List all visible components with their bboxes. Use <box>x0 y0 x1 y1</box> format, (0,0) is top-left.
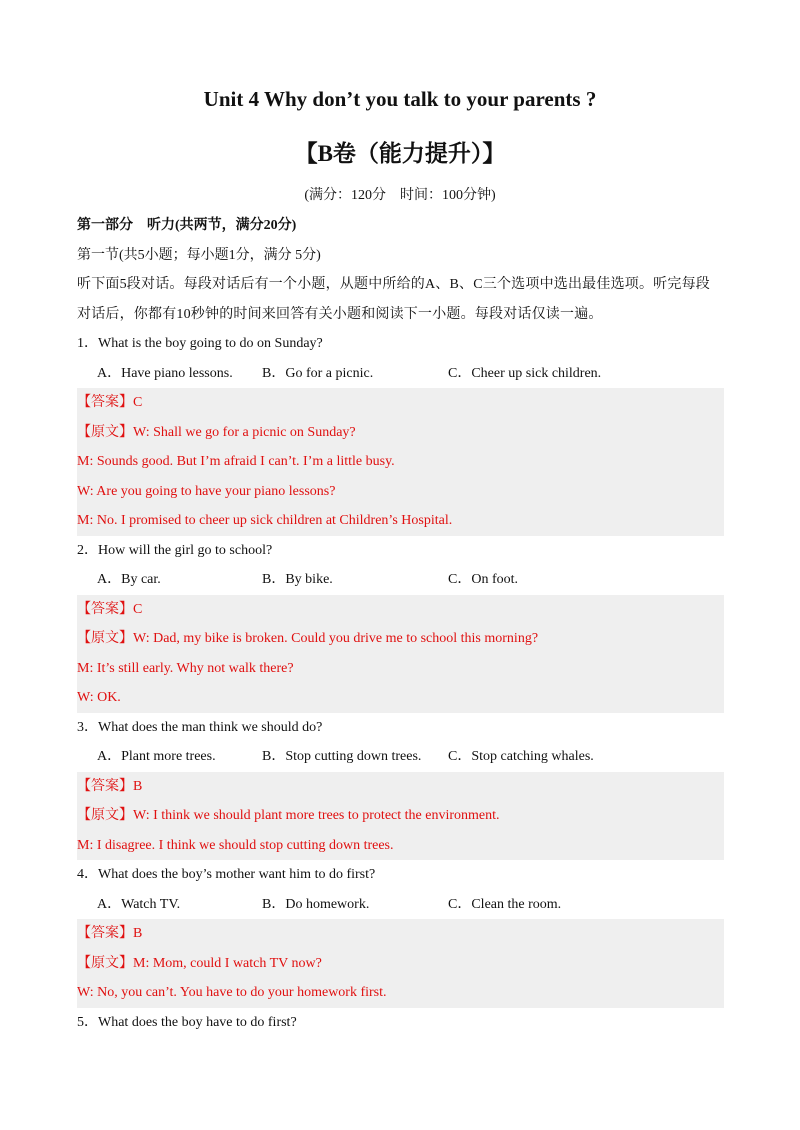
page-subtitle: 【B卷（能力提升）】 <box>294 141 506 166</box>
script-line: M: Sounds good. But I’m afraid I can’t. I’m a little busy. <box>77 454 395 469</box>
options <box>77 359 724 389</box>
option-c: C．On foot. <box>448 572 518 587</box>
question-2 <box>77 536 724 713</box>
script-line: W: OK. <box>77 690 121 705</box>
options <box>77 565 724 595</box>
question-stem: 4．What does the boy’s mother want him to do first? <box>77 867 376 882</box>
option-a: A．Plant more trees. <box>97 749 216 764</box>
question-4 <box>77 860 724 1008</box>
option-c: C．Cheer up sick children. <box>448 365 602 381</box>
answer: 【答案】B <box>77 926 143 941</box>
script-line: 【原文】M: Mom, could I watch TV now? <box>77 955 322 971</box>
section-heading: 第一节(共5小题；每小题1分，满分 5分) <box>77 247 321 263</box>
option-b: B．Go for a picnic. <box>262 365 374 381</box>
option-a: A．By car. <box>97 572 161 587</box>
question-stem: 5．What does the boy have to do first? <box>77 1014 297 1030</box>
question-stem: 1．What is the boy going to do on Sunday? <box>77 336 323 351</box>
options <box>77 890 724 920</box>
option-c: C．Stop catching whales. <box>448 749 594 764</box>
answer-box <box>77 772 724 861</box>
question-1 <box>77 329 724 536</box>
answer: 【答案】C <box>77 395 143 410</box>
part-heading: 第一部分 听力(共两节，满分20分) <box>77 218 297 233</box>
script-line: W: No, you can’t. You have to do your homework first. <box>77 985 387 1000</box>
script-line: M: I disagree. I think we should stop cutting down trees. <box>77 837 394 853</box>
answer-box <box>77 595 724 713</box>
script-line: M: It’s still early. Why not walk there? <box>77 660 294 676</box>
option-b: B．Stop cutting down trees. <box>262 749 422 764</box>
answer: 【答案】C <box>77 601 143 617</box>
script-line: 【原文】W: Shall we go for a picnic on Sunday? <box>77 424 356 440</box>
option-b: B．By bike. <box>262 572 333 587</box>
page-title: Unit 4 Why don’t you talk to your parents ? <box>203 87 597 111</box>
script-line: 【原文】W: Dad, my bike is broken. Could you drive me to school this morning? <box>77 631 539 646</box>
question-3 <box>77 713 724 861</box>
question-5 <box>77 1008 724 1038</box>
script-line: M: No. I promised to cheer up sick children at Children’s Hospital. <box>77 513 453 528</box>
option-a: A．Watch TV. <box>97 896 181 912</box>
question-stem: 3．What does the man think we should do? <box>77 719 323 735</box>
question-stem: 2．How will the girl go to school? <box>77 542 273 558</box>
answer-box <box>77 388 724 536</box>
answer-box <box>77 919 724 1008</box>
options <box>77 742 724 772</box>
score-info: (满分：120分 时间：100分钟) <box>304 188 496 203</box>
script-line: W: Are you going to have your piano lessons? <box>77 483 336 499</box>
content <box>77 211 724 1037</box>
script-line: 【原文】W: I think we should plant more trees to protect the environment. <box>77 808 500 823</box>
option-a: A．Have piano lessons. <box>97 365 233 381</box>
option-c: C．Clean the room. <box>448 896 562 912</box>
option-b: B．Do homework. <box>262 896 370 912</box>
answer: 【答案】B <box>77 778 143 794</box>
instructions: 听下面5段对话。每段对话后有一个小题，从题中所给的A、B、C三个选项中选出最佳选项。听完每段对话后，你都有10秒钟的时间来回答有关小题和阅读下一小题。每段对话仅读一遍。 <box>77 277 710 322</box>
